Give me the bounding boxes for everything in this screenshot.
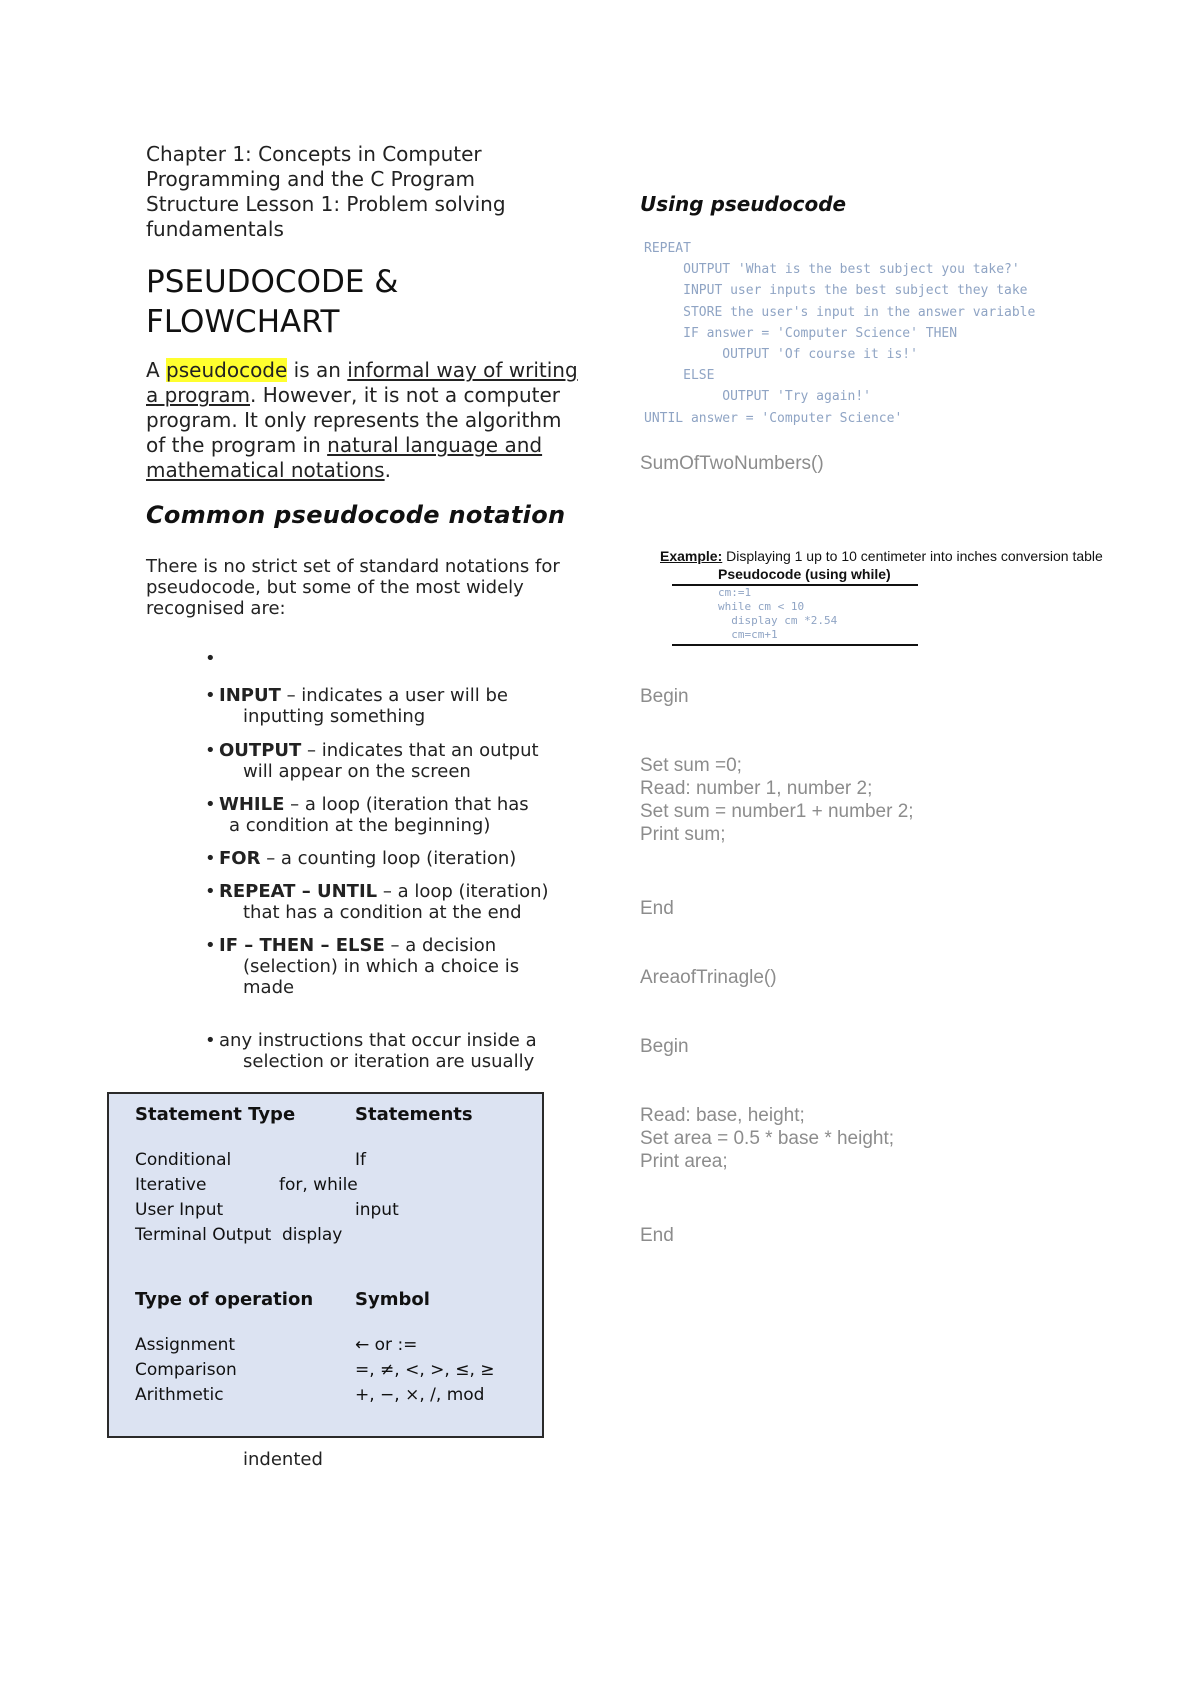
area-function-name: AreaofTrinagle() xyxy=(640,967,777,988)
intro-rest: . However, it is not a computer program. It only represents the algorithm of the program in xyxy=(146,383,562,457)
bullet-dot: • xyxy=(205,740,216,761)
bullet-dot: • xyxy=(205,881,216,902)
bullet-if-then-else xyxy=(205,935,579,998)
intro-end: . xyxy=(384,458,391,482)
row-type: Iterative xyxy=(135,1175,207,1195)
op-symbol: =, ≠, <, >, ≤, ≥ xyxy=(355,1360,495,1380)
bullet-while xyxy=(205,794,579,836)
pseudocode-code-block: REPEAT OUTPUT 'What is the best subject you take?' INPUT user inputs the best subject they take STORE the user's input in the answer variable IF answer = 'Computer Science' THEN OUTPUT 'Of course it is!' ELSE OUTPUT 'Try again!' UNTIL answer = 'Computer Science' xyxy=(644,241,1036,426)
sum-function-name: SumOfTwoNumbers() xyxy=(640,453,824,474)
bullet-text: – a loop (iteration that has xyxy=(284,794,529,815)
example-title xyxy=(660,548,1103,564)
begin-area: Begin xyxy=(640,1036,689,1057)
end-sum: End xyxy=(640,898,674,919)
bullet-cont: (selection) in which a choice is made xyxy=(243,956,520,998)
intro-paragraph xyxy=(146,358,586,483)
underlined-natural: natural language and mathematical notations xyxy=(146,433,543,482)
bullet-cont: selection or iteration are usually xyxy=(243,1051,535,1072)
intro-a: A xyxy=(146,358,167,382)
bullet-dot: • xyxy=(205,848,216,869)
op-name: Assignment xyxy=(135,1335,236,1355)
bullet-cont: a condition at the beginning) xyxy=(229,815,491,836)
bullet-text: – indicates a user will be xyxy=(280,685,508,706)
notation-intro: There is no strict set of standard notations for pseudocode, but some of the most widely recognised are: xyxy=(146,556,560,619)
bullet-for xyxy=(205,848,579,869)
bullet-text: – indicates that an output xyxy=(301,740,539,761)
bullet-key: INPUT xyxy=(219,685,281,706)
bullet-key: WHILE xyxy=(219,794,285,815)
bullet-key: FOR xyxy=(219,848,261,869)
bullet-instructions xyxy=(205,1030,579,1072)
example-label: Example: xyxy=(660,548,723,564)
bullet-text: – a counting loop (iteration) xyxy=(260,848,517,869)
underlined-informal: informal way of writing a program xyxy=(146,358,578,407)
bullet-key: OUTPUT xyxy=(219,740,302,761)
row-stmt: for, while xyxy=(279,1175,358,1195)
example-code: cm:=1 while cm < 10 display cm *2.54 cm=cm+1 xyxy=(718,586,838,641)
bullet-dot: • xyxy=(205,648,216,669)
example-bottom-rule xyxy=(672,644,918,646)
bullet-dot: • xyxy=(205,935,216,956)
header-statement-type: Statement Type xyxy=(135,1104,296,1125)
highlighted-term: pseudocode xyxy=(166,358,288,382)
example-figure xyxy=(660,548,1140,648)
bullet-key: REPEAT – UNTIL xyxy=(219,881,378,902)
indented-text: indented xyxy=(243,1449,323,1470)
using-pseudocode-heading: Using pseudocode xyxy=(640,192,847,216)
bullet-repeat-until xyxy=(205,881,579,923)
example-title-text: Displaying 1 up to 10 centimeter into inches conversion table xyxy=(722,548,1103,564)
op-symbol: +, −, ×, /, mod xyxy=(355,1385,485,1405)
document-title: PSEUDOCODE & FLOWCHART xyxy=(146,264,399,340)
bullet-dot: • xyxy=(205,685,216,706)
bullet-text: any instructions that occur inside a xyxy=(219,1030,537,1051)
bullet-cont: inputting something xyxy=(243,706,426,727)
statement-table-box xyxy=(107,1092,544,1438)
bullet-dot: • xyxy=(205,794,216,815)
bullet-text: – a decision xyxy=(384,935,497,956)
bullet-key: IF – THEN – ELSE xyxy=(219,935,385,956)
header-statements: Statements xyxy=(355,1104,473,1125)
row-type: User Input xyxy=(135,1200,224,1220)
header-type-of-operation: Type of operation xyxy=(135,1289,314,1310)
row-type: Conditional xyxy=(135,1150,232,1170)
intro-is-an: is an xyxy=(287,358,348,382)
row-stmt: display xyxy=(282,1225,343,1245)
op-symbol: ← or := xyxy=(355,1335,418,1355)
header-symbol: Symbol xyxy=(355,1289,430,1310)
example-subtitle: Pseudocode (using while) xyxy=(718,566,891,582)
bullet-input xyxy=(205,685,579,727)
op-name: Arithmetic xyxy=(135,1385,224,1405)
area-steps: Read: base, height; Set area = 0.5 * base * height; Print area; xyxy=(640,1105,895,1172)
row-type: Terminal Output xyxy=(135,1225,272,1245)
end-area: End xyxy=(640,1225,674,1246)
sum-steps: Set sum =0; Read: number 1, number 2; Set sum = number1 + number 2; Print sum; xyxy=(640,755,914,845)
bullet-dot: • xyxy=(205,1030,216,1051)
begin-sum: Begin xyxy=(640,686,689,707)
row-stmt: input xyxy=(355,1200,399,1220)
row-stmt: If xyxy=(355,1150,366,1170)
bullet-cont: that has a condition at the end xyxy=(243,902,522,923)
notation-heading: Common pseudocode notation xyxy=(146,501,566,529)
bullet-output xyxy=(205,740,579,782)
bullet-cont: will appear on the screen xyxy=(243,761,471,782)
chapter-heading: Chapter 1: Concepts in Computer Programming and the C Program Structure Lesson 1: Problem solving fundamentals xyxy=(146,142,506,241)
bullet-text: – a loop (iteration) xyxy=(377,881,549,902)
op-name: Comparison xyxy=(135,1360,237,1380)
